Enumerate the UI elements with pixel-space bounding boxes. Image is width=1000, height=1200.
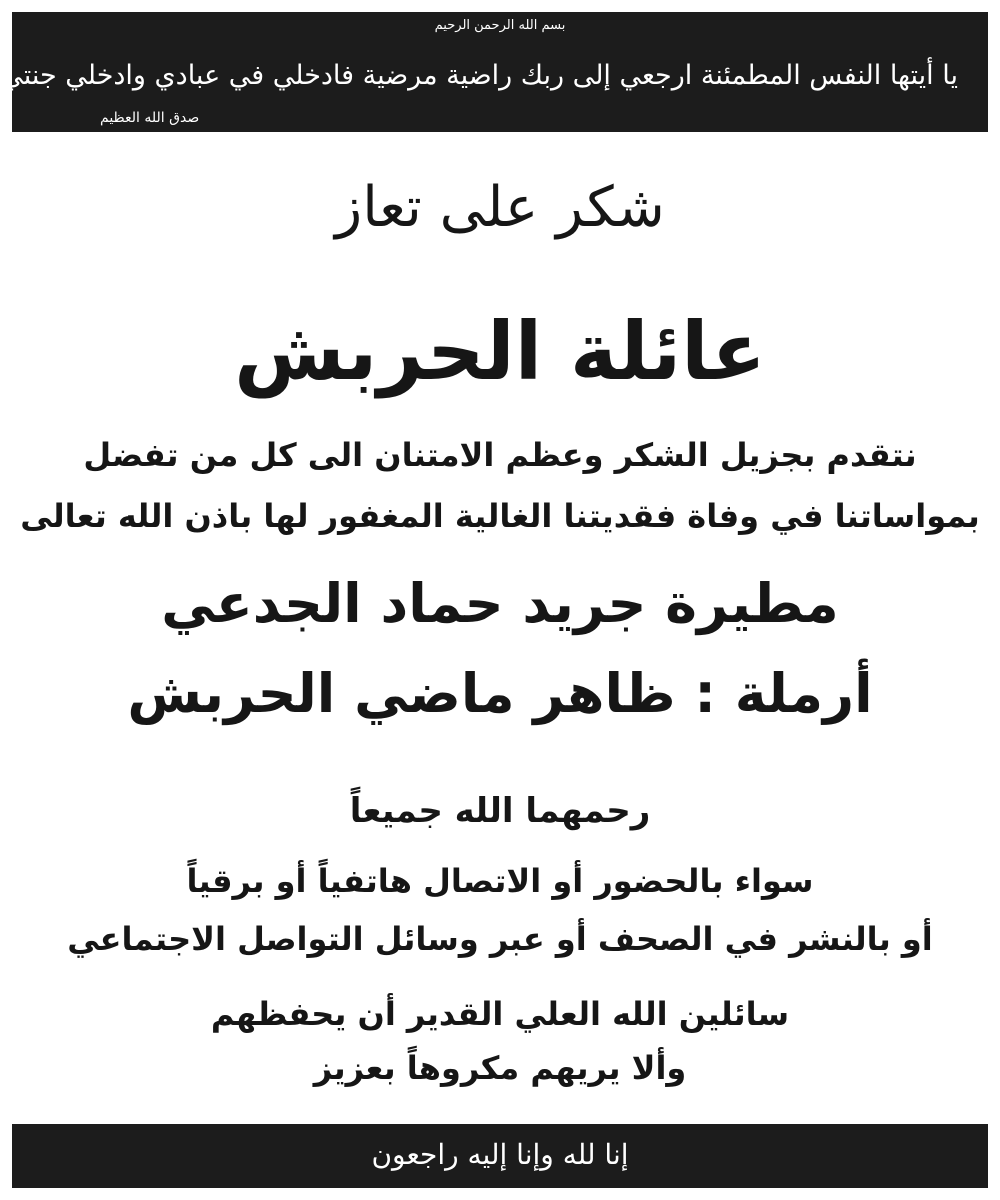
deceased-name: مطيرة جريد حماد الجدعي [161, 572, 839, 635]
basmala: بسم الله الرحمن الرحيم [434, 18, 566, 33]
closing-verse-banner [12, 1124, 988, 1188]
support-line: أو بالنشر في الصحف أو عبر وسائل التواصل الاجتماعي [67, 920, 933, 958]
thanks-line: نتقدم بجزيل الشكر وعظم الامتنان الى كل من تفضل [83, 436, 917, 474]
support-line: وألا يريهم مكروهاً بعزيز [313, 1049, 687, 1087]
mercy-line: رحمهما الله جميعاً [349, 791, 651, 831]
widow-of-line: أرملة : ظاهر ماضي الحربش [127, 662, 873, 725]
sadaqa-text: صدق الله العظيم [100, 110, 200, 126]
quran-verse-banner [1, 12, 988, 132]
family-name: عائلة الحربش [234, 305, 766, 398]
thanks-line: بمواساتنا في وفاة فقديتنا الغالية المغفور لها باذن الله تعالى [20, 497, 980, 535]
quran-verse: يا أيتها النفس المطمئنة ارجعي إلى ربك راضية مرضية فادخلي في عبادي وادخلي جنتي [1, 60, 958, 91]
notice-heading: شكر على تعاز [335, 175, 665, 240]
closing-verse: إنا لله وإنا إليه راجعون [371, 1138, 629, 1171]
support-line: سواء بالحضور أو الاتصال هاتفياً أو برقياً [186, 862, 814, 900]
support-line: سائلين الله العلي القدير أن يحفظهم [210, 995, 790, 1033]
